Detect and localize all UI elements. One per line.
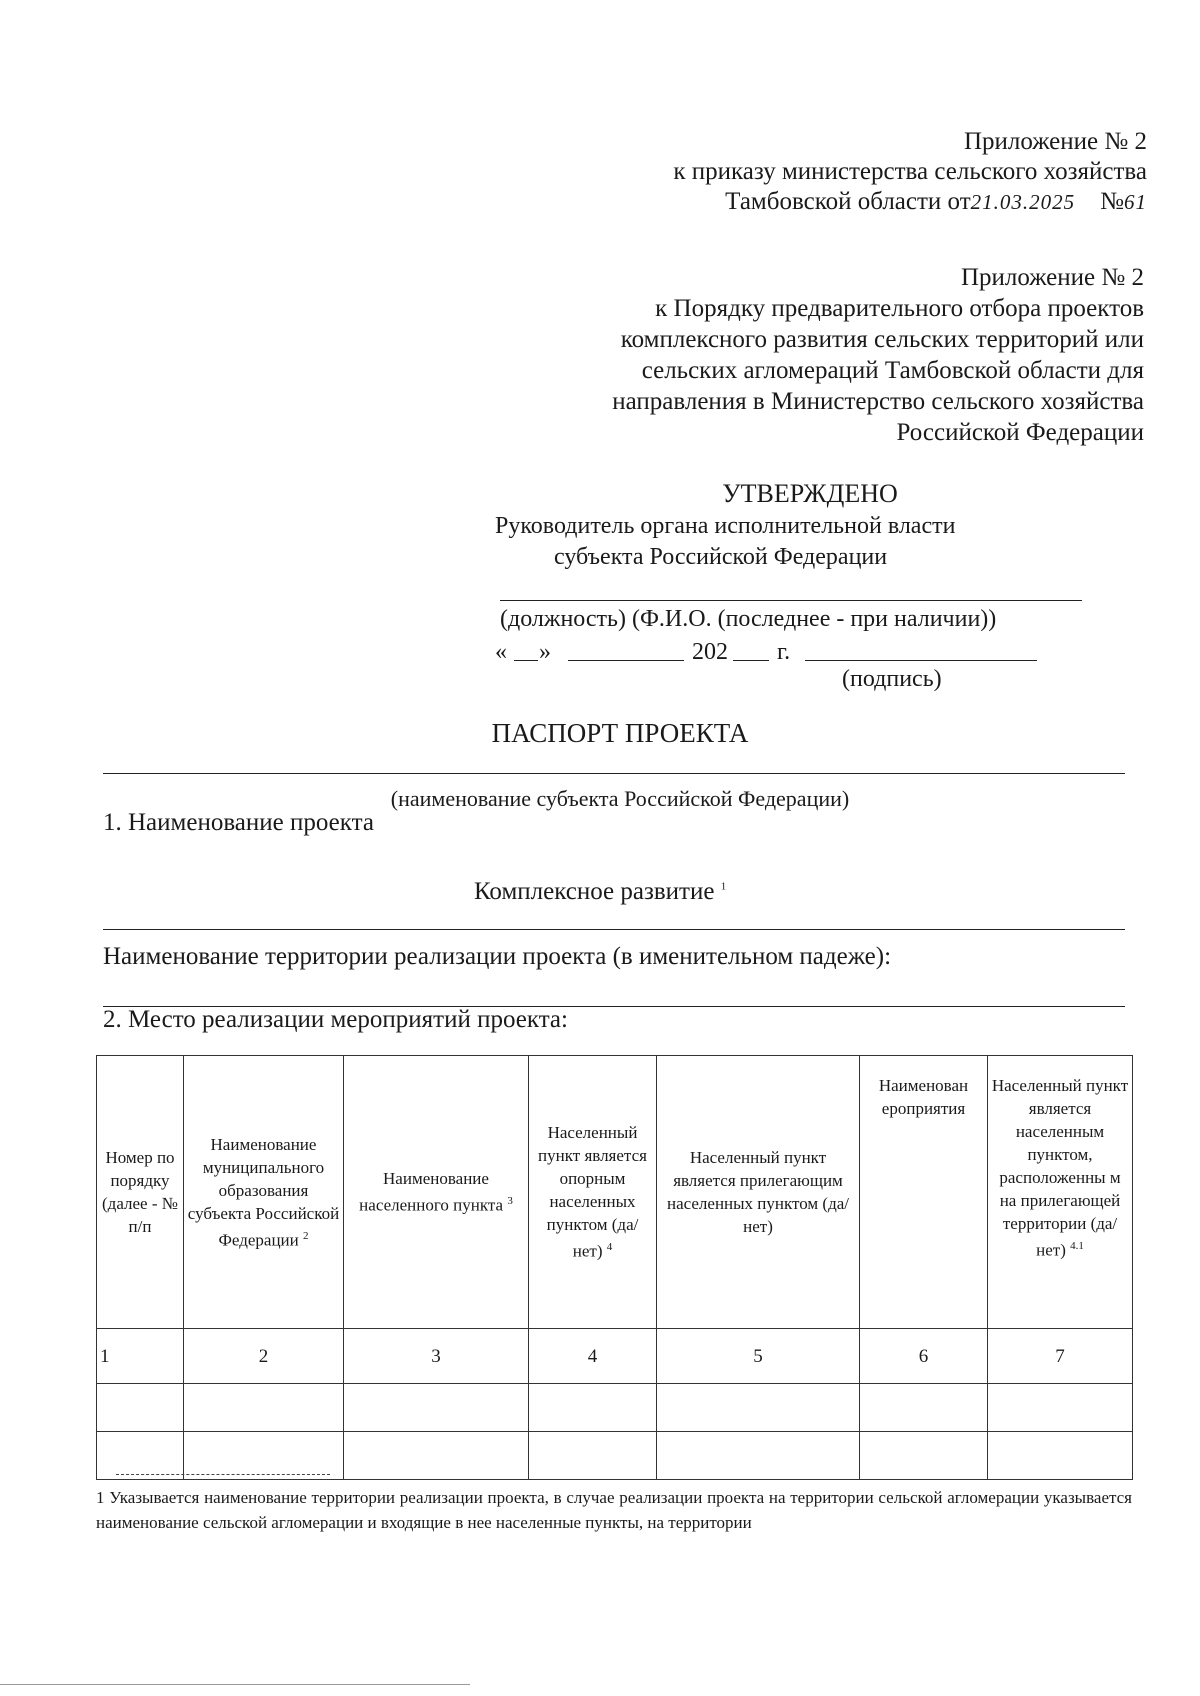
table-cell: 2 <box>184 1329 344 1384</box>
table-cell: 4 <box>529 1329 657 1384</box>
table-cell <box>529 1384 657 1432</box>
table-cell <box>860 1384 988 1432</box>
procedure-line: сельских агломераций Тамбовской области для <box>641 357 1144 384</box>
order-date-line: Тамбовской области от21.03.2025 №61 <box>725 188 1147 215</box>
table-header-row <box>97 1056 1133 1329</box>
col-header-6: Наименован ероприятия <box>860 1056 988 1329</box>
project-locations-table <box>96 1055 1133 1480</box>
date-quote-open: « <box>495 639 507 665</box>
table-cell: 6 <box>860 1329 988 1384</box>
procedure-appendix-block <box>504 262 1144 448</box>
territory-label: Наименование территории реализации проекта (в именительном падеже): <box>103 943 892 970</box>
table-row <box>97 1384 1133 1432</box>
handwritten-number: 61 <box>1124 190 1147 214</box>
handwritten-date: 21.03.2025 <box>970 190 1076 214</box>
table-cell: 1 <box>97 1329 184 1384</box>
subject-caption: (наименование субъекта Российской Федерации) <box>390 786 850 811</box>
table-cell <box>344 1384 529 1432</box>
approval-line-1: Руководитель органа исполнительной власти <box>495 513 956 539</box>
date-year-suffix: г. <box>777 639 791 665</box>
col-header-7: Населенный пункт является населенным пунктом, расположенны м на прилегающей территории (да/нет) $^{4.1}$ <box>988 1056 1133 1329</box>
project-name-line <box>103 929 1125 930</box>
table-cell <box>860 1432 988 1480</box>
col-header-3: Наименование населенного пункта $^3$ <box>344 1056 529 1329</box>
procedure-appendix-number: Приложение № 2 <box>960 264 1144 291</box>
footnote-ref-1: 1 <box>720 880 727 893</box>
table-cell <box>988 1432 1133 1480</box>
procedure-line: к Порядку предварительного отбора проектов <box>655 295 1144 322</box>
project-name: Комплексное развитие $^1$ <box>474 878 727 905</box>
signature-line <box>805 660 1037 661</box>
procedure-line: Российской Федерации <box>896 419 1144 446</box>
page-edge-line <box>0 1684 470 1685</box>
date-year-line <box>733 660 769 661</box>
date-year: 202 <box>692 639 728 665</box>
order-appendix-number: Приложение № 2 <box>963 128 1147 155</box>
position-name-line <box>500 600 1082 601</box>
table-number-row <box>97 1329 1133 1384</box>
table-cell <box>529 1432 657 1480</box>
footnote-separator <box>116 1474 330 1475</box>
table-cell <box>97 1384 184 1432</box>
table-cell <box>184 1432 344 1480</box>
table-cell <box>97 1432 184 1480</box>
table-cell <box>657 1432 860 1480</box>
table-cell <box>657 1384 860 1432</box>
approval-line-2: субъекта Российской Федерации <box>554 544 888 570</box>
order-reference: к приказу министерства сельского хозяйства <box>673 158 1147 185</box>
table-cell <box>184 1384 344 1432</box>
table-row <box>97 1432 1133 1480</box>
table-cell <box>344 1432 529 1480</box>
passport-title: ПАСПОРТ ПРОЕКТА <box>491 718 749 748</box>
section-1-heading: 1. Наименование проекта <box>103 809 374 836</box>
col-header-4: Населенный пункт является опорным населенных пунктом (да/нет) $^4$ <box>529 1056 657 1329</box>
section-2-heading: 2. Место реализации мероприятий проекта: <box>103 1006 568 1033</box>
col-header-2: Наименование муниципального образования субъекта Российской Федерации $^2$ <box>184 1056 344 1329</box>
table-cell: 7 <box>988 1329 1133 1384</box>
date-month-line <box>568 660 684 661</box>
footnote-1: 1 Указывается наименование территории реализации проекта, в случае реализации проекта на территории сельской агломерации указывается наименование сельской агломерации и входящие в нее населенные пункты, на территории <box>96 1488 1132 1532</box>
table-cell: 3 <box>344 1329 529 1384</box>
procedure-line: комплексного развития сельских территорий или <box>620 326 1144 353</box>
approval-title: УТВЕРЖДЕНО <box>722 479 898 508</box>
signature-caption: (подпись) <box>842 666 942 692</box>
date-day-line <box>514 660 538 661</box>
table-cell <box>988 1384 1133 1432</box>
col-header-1: Номер по порядку (далее - № п/п <box>97 1056 184 1329</box>
order-appendix-block <box>527 127 1147 217</box>
position-caption: (должность) (Ф.И.О. (последнее - при наличии)) <box>500 606 997 632</box>
date-quote-close: » <box>539 639 551 665</box>
col-header-5: Населенный пункт является прилегающим населенных пунктом (да/нет) <box>657 1056 860 1329</box>
table-cell: 5 <box>657 1329 860 1384</box>
procedure-line: направления в Министерство сельского хозяйства <box>612 388 1144 415</box>
subject-name-line <box>103 773 1125 774</box>
